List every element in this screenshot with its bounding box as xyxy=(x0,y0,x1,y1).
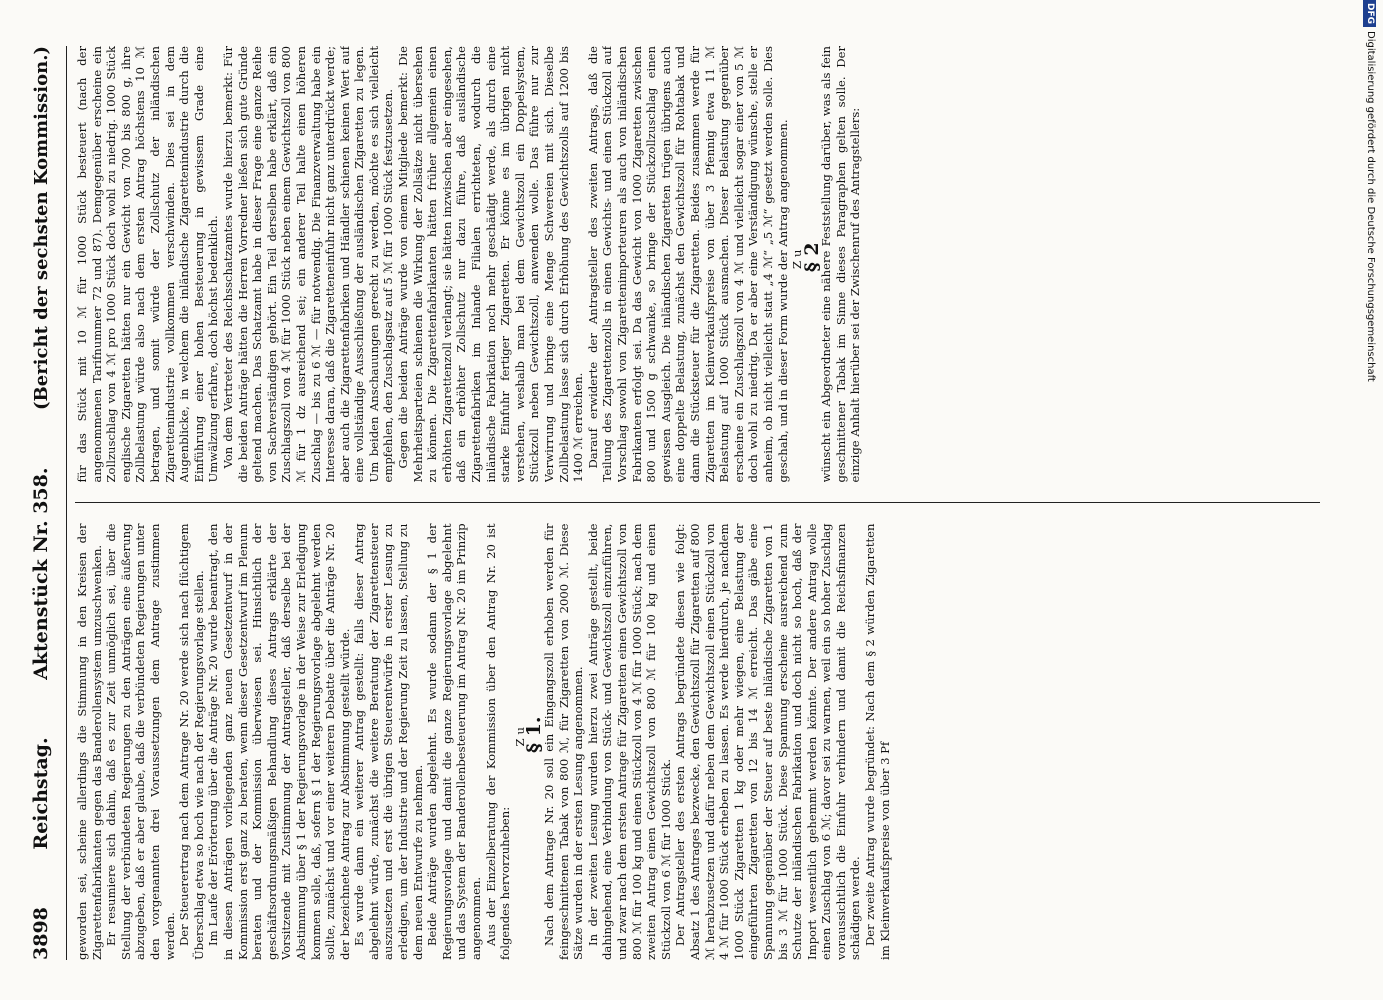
page-number: 3898 xyxy=(30,907,52,960)
funding-note: Digitalisierung gefördert durch die Deutsche Forschungsgemeinschaft xyxy=(1365,31,1376,382)
paragraph: Er resumiere sich dahin, daß es zur Zeit unmöglich sei, über die Stellung der verbündeten Regierungen zu den Anträgen eine äußerung abzugeben, daß er aber glaube, daß die verbündeten Regierungen unter den vorgenannten drei Voraussetzungen dem Antrage zustimmen werden. xyxy=(104,523,177,960)
paragraph: Der zweite Antrag wurde begründet: Nach dem § 2 würden Zigaretten im Kleinverkaufspreise von über 3 Pf xyxy=(863,523,892,960)
zu-label: Zu xyxy=(512,722,527,747)
page-header xyxy=(30,46,67,960)
right-column xyxy=(75,46,1320,483)
header-right-title: (Bericht der sechsten Kommission.) xyxy=(31,46,52,410)
header-left-title: Reichstag. xyxy=(30,737,52,850)
column-divider xyxy=(75,503,1320,504)
paragraph: Es wurde dann ein weiterer Antrag gestellt: falls dieser Antrag abgelehnt würde, zunächst die weitere Beratung der Zigarettensteuer auszusetzen und erst die übrigen Steuerentwürfe in erster Lesung zu erledigen, um der Industrie und der Regierung Zeit zu lassen, Stellung zu dem neuen Entwurfe zu nehmen. xyxy=(352,523,425,960)
text-columns xyxy=(75,46,1320,960)
dfg-logo: DFG xyxy=(1363,0,1376,27)
zu-label: Zu xyxy=(790,245,805,270)
section-heading: § 2 xyxy=(800,242,823,273)
paragraph: wünscht ein Abgeordneter eine nähere Feststellung darüber, was als fein geschnittener Tabak im Sinne dieses Paragraphen gelten solle. Der einzige Anhalt hierüber sei der Zwischenruf des Antragstellers: xyxy=(819,46,863,483)
paragraph: Im Laufe der Erörterung über die Anträge Nr. 20 wurde beantragt, den in diesen Anträgen vorliegenden ganz neuen Gesetzentwurf in der Kommission erst ganz zu beraten, wenn dieser Gesetzentwurf im Plenum beraten und der Kommission überwiesen sei. Hinsichtlich der geschäftsordnungsmäßigen Behandlung dieses Antrags erklärte der Vorsitzende mit Zustimmung der Antragsteller, daß derselbe bei der Abstimmung über § 1 der Regierungsvorlage in der Weise zur Erledigung kommen solle, daß, sofern § 1 der Regierungsvorlage abgelehnt werden sollte, zunächst und vor einer weiteren Debatte über die Anträge Nr. 20 der bezeichnete Antrag zur Abstimmung gestellt würde. xyxy=(206,523,352,960)
paragraph: Aus der Einzelberatung der Kommission über den Antrag Nr. 20 ist folgendes hervorzuheben: xyxy=(483,523,513,960)
paragraph: Darauf erwiderte der Antragsteller des zweiten Antrags, daß die Teilung des Zigarettenzolls in einen Gewichts- und einen Stückzoll auf Vorschlag sowohl von Zigarettenimporteuren als auch von inländischen Fabrikanten erfolgt sei. Da das Gewicht von 1000 Zigaretten zwischen 800 und 1500 g schwanke, so bringe der Stückzollzuschlag einen gewissen Ausgleich. Die inländischen Zigaretten trügen übrigens auch eine doppelte Belastung, zunächst den Gewichtszoll für Rohtabak und dann die Stücksteuer für die Zigaretten. Beides zusammen werde für Zigaretten im Kleinverkaufspreise von über 3 Pfennig etwa 11 ℳ Belastung auf 1000 Stück ausmachen. Dieser Belastung gegenüber erscheine ein Zuschlagszoll von 4 ℳ und vielleicht sogar einer von 5 ℳ doch wohl zu niedrig. Da er aber eine Verständigung wünsche, stelle er anheim, ob nicht vielleicht statt „4 ℳ“ „5 ℳ“ gesetzt werden solle. Dies geschah, und in dieser Form wurde der Antrag angenommen. xyxy=(585,46,790,483)
dfg-sidebar xyxy=(1361,0,1379,1000)
paragraph: Der Antragsteller des ersten Antrags begründete diesen wie folgt: Absatz 1 des Antrages bezwecke, den Gewichtszoll für Zigaretten auf 800 ℳ herabzusetzen und dafür neben dem Gewichtszoll einen Stückzoll von 4 ℳ für 1000 Stück erheben zu lassen. Es werde hierdurch, je nachdem 1000 Stück Zigaretten 1 kg oder mehr wiegen, eine Belastung der eingeführten Zigaretten von 12 bis 14 ℳ erreicht. Das gäbe eine Spannung gegenüber der Steuer auf beste inländische Zigaretten von 1 bis 3 ℳ für 1000 Stück. Diese Spannung erscheine ausreichend zum Schutze der inländischen Fabrikation und doch nicht so hoch, daß der Import wesentlich gehemmt werden könnte. Der andere Antrag wolle einen Zuschlag von 6 ℳ; davor sei zu warnen, weil ein so hoher Zuschlag voraussichtlich die Einfuhr verhindern und damit die Reichsfinanzen schädigen werde. xyxy=(673,523,863,960)
paragraph: für das Stück mit 10 ℳ für 1000 Stück besteuert (nach der angenommenen Tarifnummer 72 und 87). Demgegenüber erscheine ein Zollzuschlag von 4 ℳ pro 1000 Stück doch wohl zu niedrig. 1000 Stück englische Zigaretten hätten nur ein Gewicht von 700 bis 800 g, ihre Zollbelastung würde also nach dem ersten Antrag höchstens 10 ℳ betragen, und somit würde der Zollschutz der inländischen Zigarettenindustrie vollkommen verschwinden. Dies sei in dem Augenblicke, in welchem die inländische Zigarettenindustrie durch die Einführung einer hohen Besteuerung in gewissem Grade eine Umwälzung erfahre, doch höchst bedenklich. xyxy=(75,46,221,483)
paragraph: Gegen die beiden Anträge wurde von einem Mitgliede bemerkt: Die Mehrheitsparteien schienen die Wirkung der Zollsätze nicht übersehen zu können. Die Zigarettenfabrikanten hätten früher allgemein einen erhöhten Zigarettenzoll verlangt; sie hätten inzwischen aber eingesehen, daß ein erhöhter Zollschutz nur dazu führe, daß ausländische Zigarettenfabriken im Inlande Filialen errichteten, wodurch die inländische Fabrikation noch mehr geschädigt werde, als durch eine starke Einfuhr fertiger Zigaretten. Er könne es im übrigen nicht verstehen, weshalb man bei dem Gewichtszoll ein Doppelsystem, Stückzoll neben Gewichtszoll, anwenden wolle. Das führe nur zur Verwirrung und bringe eine Menge Schwereien mit sich. Dieselbe Zollbelastung lasse sich durch Erhöhung des Gewichtszolls auf 1200 bis 1400 ℳ erreichen. xyxy=(396,46,586,483)
paragraph: In der zweiten Lesung wurden hierzu zwei Anträge gestellt, beide dahingehend, eine Verbindung von Stück- und Gewichtszoll einzuführen, und zwar nach dem ersten Antrage für Zigaretten einen Gewichtszoll von 800 ℳ für 100 kg und einen Stückzoll von 4 ℳ für 1000 Stück; nach dem zweiten Antrag einen Gewichtszoll von 800 ℳ für 100 kg und einen Stückzoll von 6 ℳ für 1000 Stück. xyxy=(585,523,673,960)
paragraph: Nach dem Antrage Nr. 20 soll ein Eingangszoll erhoben werden für feingeschnittenen Tabak von 800 ℳ, für Zigaretten von 2000 ℳ. Diese Sätze wurden in der ersten Lesung angenommen. xyxy=(542,523,586,960)
section-heading: § 1. xyxy=(523,716,546,753)
paragraph: geworden sei, scheine allerdings die Stimmung in den Kreisen der Zigarettenfabrikanten gegen das Banderollensystem umzuschwenken. xyxy=(75,523,104,960)
header-center-title: Aktenstück Nr. 358. xyxy=(30,467,52,680)
paragraph: Von dem Vertreter des Reichsschatzamtes wurde hierzu bemerkt: Für die beiden Anträge hätten die Herren Vorredner ließen sich gute Gründe geltend machen. Das Schatzamt habe in dieser Frage eine ganze Reihe von Sachverständigen gehört. Ein Teil derselben habe erklärt, daß ein Zuschlagszoll von 4 ℳ für 1000 Stück neben einem Gewichtszoll von 800 ℳ für 1 dz ausreichend sei; ein anderer Teil halte einen höheren Zuschlag — bis zu 6 ℳ — für notwendig. Die Finanzverwaltung habe ein Interesse daran, daß die Zigaretteneinfuhr nicht ganz unterdrückt werde; aber auch die Zigarettenfabriken und Händler schienen keinen Wert auf eine vollständige Ausschließung der ausländischen Zigaretten zu legen. Um beiden Anschauungen gerecht zu werden, möchte es sich vielleicht empfehlen, den Zuschlagsatz auf 5 ℳ für 1000 Stück festzusetzen. xyxy=(220,46,396,483)
left-column xyxy=(75,524,1320,961)
paragraph: Beide Anträge wurden abgelehnt. Es wurde sodann der § 1 der Regierungsvorlage und damit die ganze Regierungsvorlage abgelehnt und das System der Banderollenbesteuerung im Antrag Nr. 20 im Prinzip angenommen. xyxy=(425,523,484,960)
paragraph: Der Steuerertrag nach dem Antrage Nr. 20 werde sich nach flüchtigem Überschlag etwa so hoch wie nach der Regierungsvorlage stellen. xyxy=(177,523,206,960)
